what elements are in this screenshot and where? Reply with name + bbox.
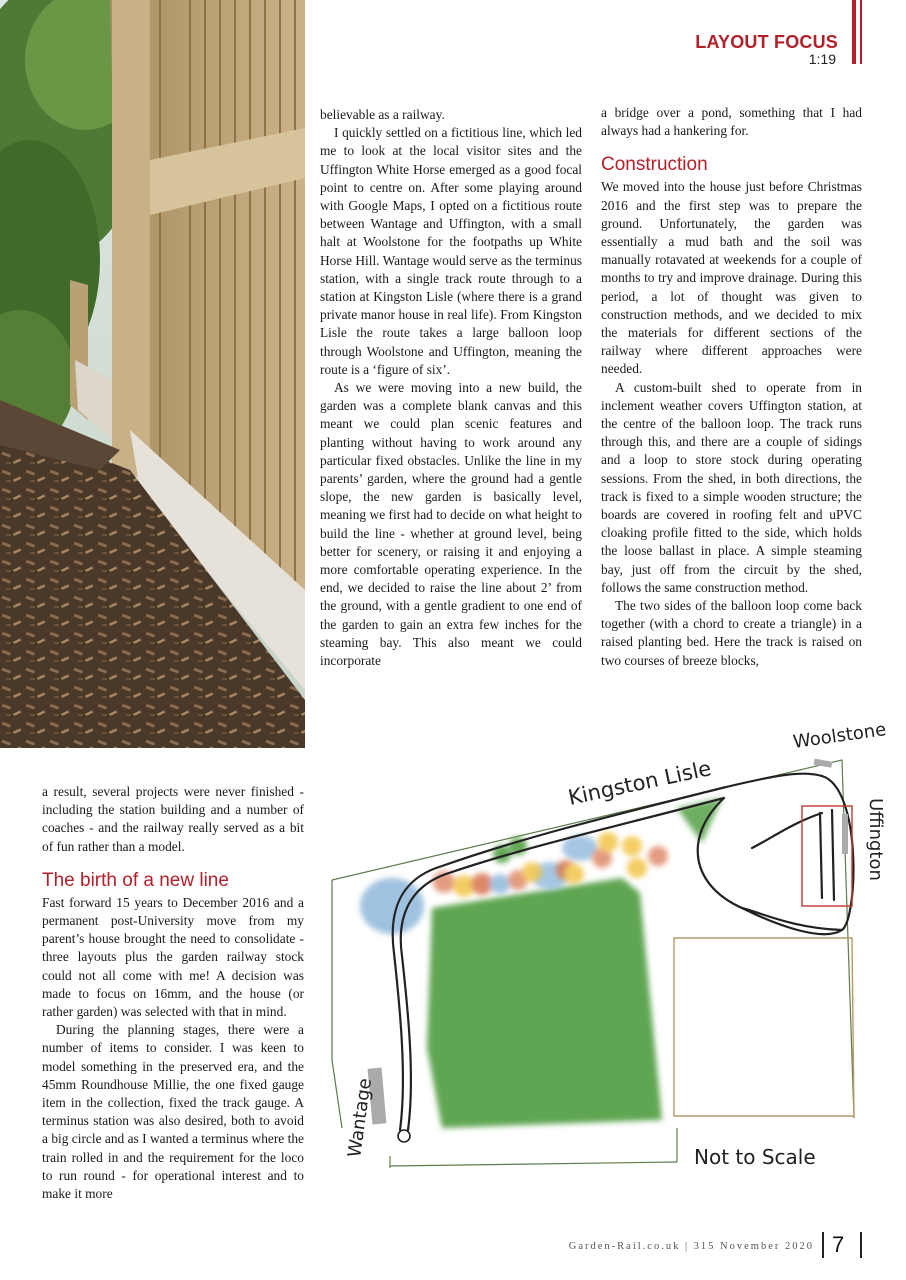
lawn-area [427,878,662,1128]
article-column-top-right [601,104,862,670]
page-number: 7 [832,1232,845,1257]
label-woolstone: Woolstone [791,719,888,753]
paragraph: a bridge over a pond, something that I had always had a hankering for. [601,105,862,139]
article-column-top-middle [320,106,582,670]
article-column-bottom-left [42,783,304,1203]
paragraph: Fast forward 15 years to December 2016 and a permanent post-University move from my parent’s house brought the need to consolidate - three layouts plus the garden railway stock could not all come with me! A decision was made to focus on 16mm, and the house (or rather garden) was selected with that in mind. [42,894,304,1020]
track-plan-sketch [322,718,906,1178]
label-uffington: Uffington [865,798,886,881]
patio-outline [674,938,854,1116]
paragraph: I quickly settled on a fictitious line, which led me to look at the local visitor sites and the Uffington White Horse emerged as a good focal point to centre on. After some playing around with Google Maps, I opted on a fictitious route between Wantage and Uffington, with a small halt at Woolstone for the footpaths up White Horse Hill. Wantage would serve as the terminus station, with a single track route through to a station at Kingston Lisle (where there is a grand private manor house in real life). From Kingston Lisle the route takes a large balloon loop through Woolstone and Uffington, meaning the route is a ‘figure of six’. [320,125,582,377]
birth-heading: The birth of a new line [42,869,229,891]
footer-divider [860,1232,862,1258]
label-not-to-scale: Not to Scale [694,1145,816,1169]
section-label: LAYOUT FOCUS [695,32,838,52]
header-accent-bar [852,0,856,64]
paragraph: A custom-built shed to operate from in inclement weather covers Uffington station, at the centre of the balloon loop. The track runs through this, and there are a couple of sidings and a loop to store stock during operating sessions. From the shed, in both directions, the track is fixed to a simple wooden structure; the boards are covered in roofing felt and uPVC cloaking profile fitted to the side, which holds the loose ballast in place. A simple steaming bay, just off from the circuit by the shed, follows the same construction method. [601,379,862,595]
footer-site-issue: Garden-Rail.co.uk | 315 November 2020 [568,1241,814,1252]
label-kingston-lisle: Kingston Lisle [566,756,714,810]
label-wantage: Wantage [344,1076,377,1159]
footer-divider [822,1232,824,1258]
paragraph: We moved into the house just before Christmas 2016 and the first step was to prepare the ground. Unfortunately, the garden was essentially a mud bath and the soil was manually rotavated at weekends for a couple of months to try and improve drainage. During this period, a lot of thought was given to construction methods, and we decided to mix the materials for different sections of the railway where different approaches were needed. [601,179,862,377]
section-scale: 1:19 [808,51,836,67]
paragraph: believable as a railway. [320,107,445,122]
paragraph: As we were moving into a new build, the garden was a complete blank canvas and this meant we could plan scenic features and planting without having to work around any particular fixed obstacles. Unlike the line in my parents’ garden, where the ground had a gentle slope, the new garden is basically level, meaning we first had to decide on what height to build the line - whether at ground level, being better for scenery, or raising it and enjoying a more comfortable operating experience. In the end, we decided to raise the line about 2’ from the ground, with a gentle gradient to one end of the garden to gain an extra few inches for the steaming bay. This also meant we could incorporate [320,380,582,669]
paragraph: The two sides of the balloon loop come back together (with a chord to create a triangle) in a raised planting bed. Here the track is raised on two courses of breeze blocks, [601,598,862,668]
construction-heading: Construction [601,154,708,176]
paragraph: a result, several projects were never finished - including the station building and a number of coaches - and the railway really served as a bit of fun rather than a model. [42,784,304,854]
header-accent-bar-thin [860,0,862,64]
paragraph: During the planning stages, there were a number of items to consider. I was keen to model something in the preserved era, and the 45mm Roundhouse Millie, the one fixed gauge item in the collection, fixed the track gauge. A terminus station was also desired, both to avoid a big circle and as I wanted a terminus where the train rolled in and the requirement for the loco to run round - for operational interest and to make it more [42,1022,304,1202]
fence-photo [0,0,305,748]
